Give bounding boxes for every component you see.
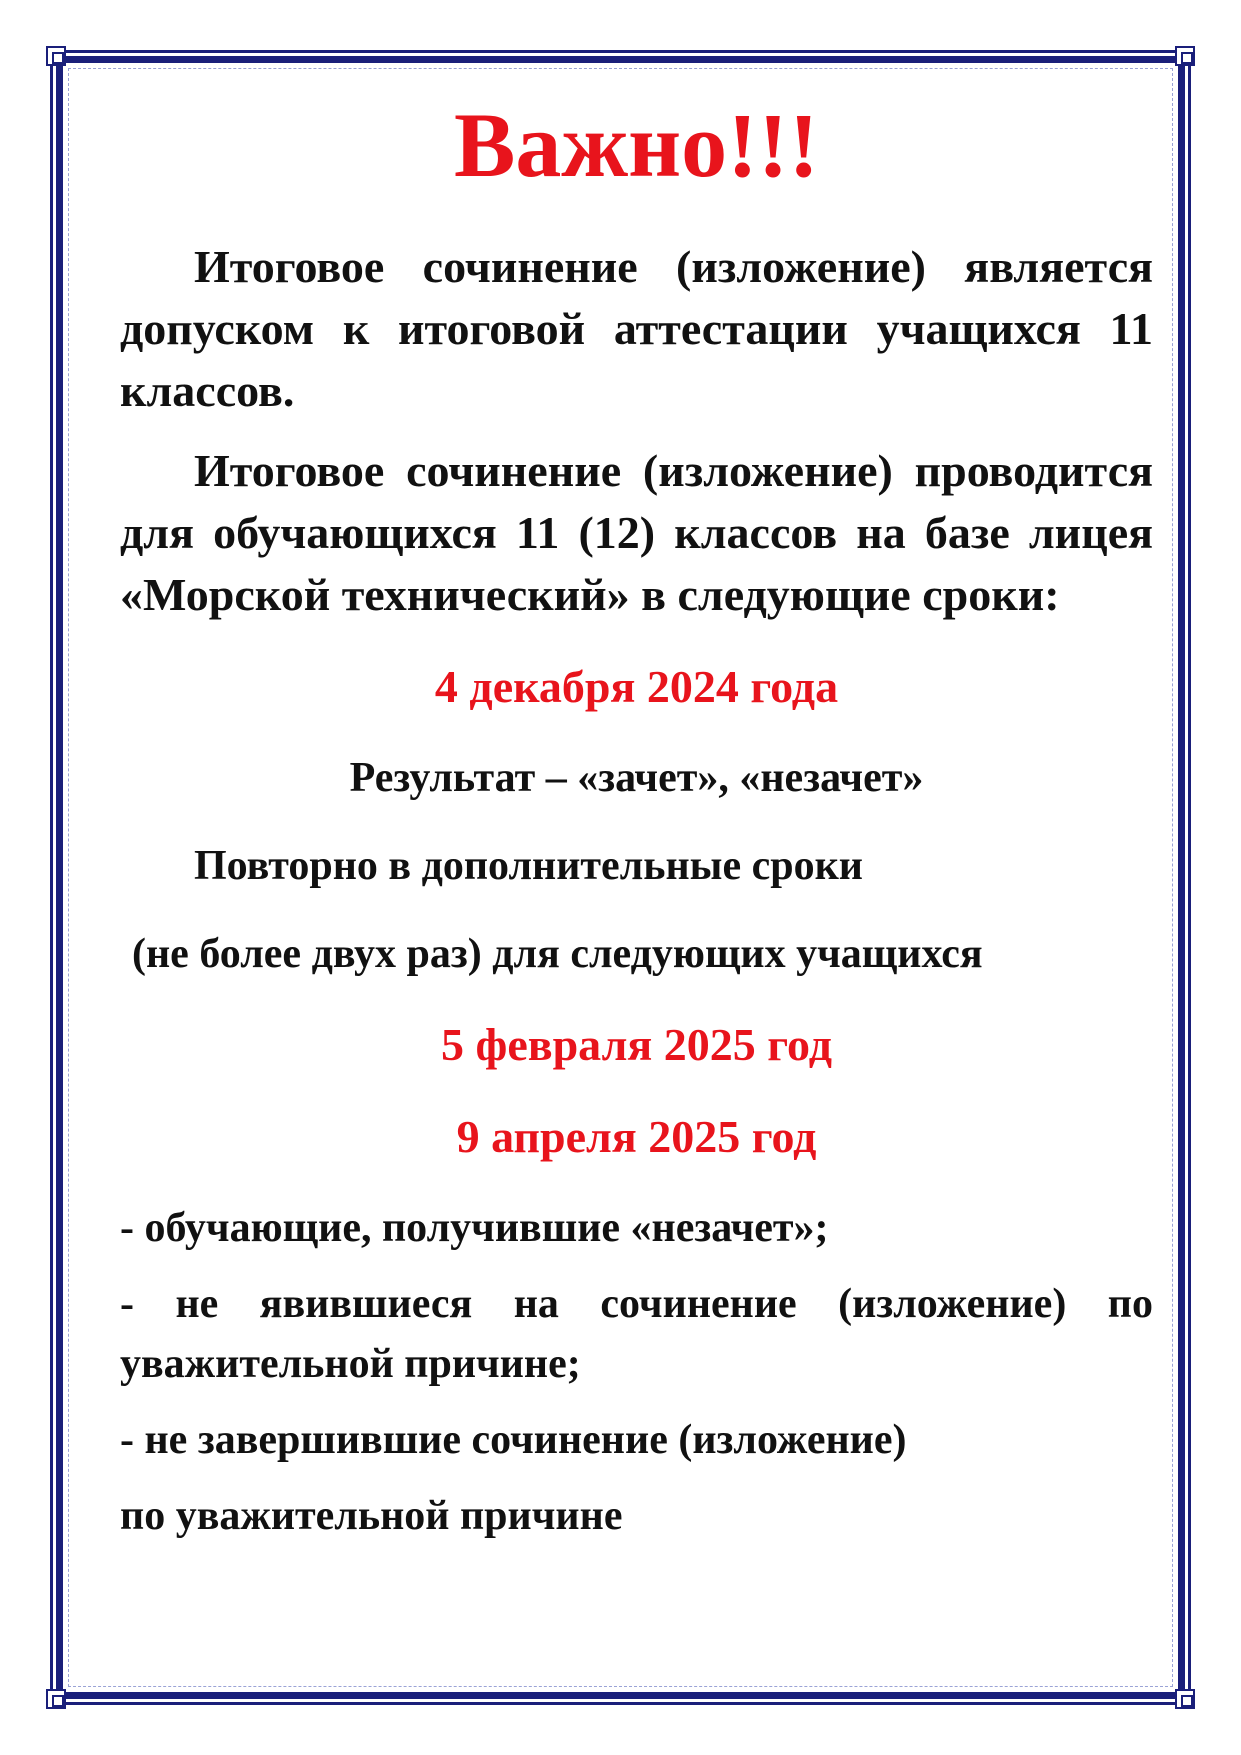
schedule-paragraph: Итоговое сочинение (изложение) проводится для обучающихся 11 (12) классов на базе лицея «Морской технический» в следующие сроки: [120,445,1153,620]
admission-paragraph: Итоговое сочинение (изложение) является допуском к итоговой аттестации учащихся 11 классов. [120,241,1153,416]
frame-corner-ornament [1175,46,1195,66]
bullet-failed: - обучающие, получившие «незачет»; [120,1205,829,1251]
notice-content [120,80,1153,1546]
frame-corner-ornament [46,46,66,66]
result-line: Результат – «зачет», «незачет» [349,755,924,801]
notice-title: Важно!!! [454,94,819,196]
bullet-incomplete: - не завершившие сочинение (изложение) [120,1417,907,1463]
repeat-line: Повторно в дополнительные сроки [194,843,864,889]
main-exam-date: 4 декабря 2024 года [434,661,839,712]
frame-corner-ornament [1175,1689,1195,1709]
bullet-absent: - не явившиеся на сочинение (изложение) по уважительной причине; [120,1281,1153,1387]
extra-date-1: 5 февраля 2025 год [441,1019,832,1070]
repeat-condition: (не более двух раз) для следующих учащихся [132,931,983,977]
bullet-incomplete-tail: по уважительной причине [120,1493,623,1539]
extra-date-2: 9 апреля 2025 год [456,1111,817,1162]
frame-corner-ornament [46,1689,66,1709]
